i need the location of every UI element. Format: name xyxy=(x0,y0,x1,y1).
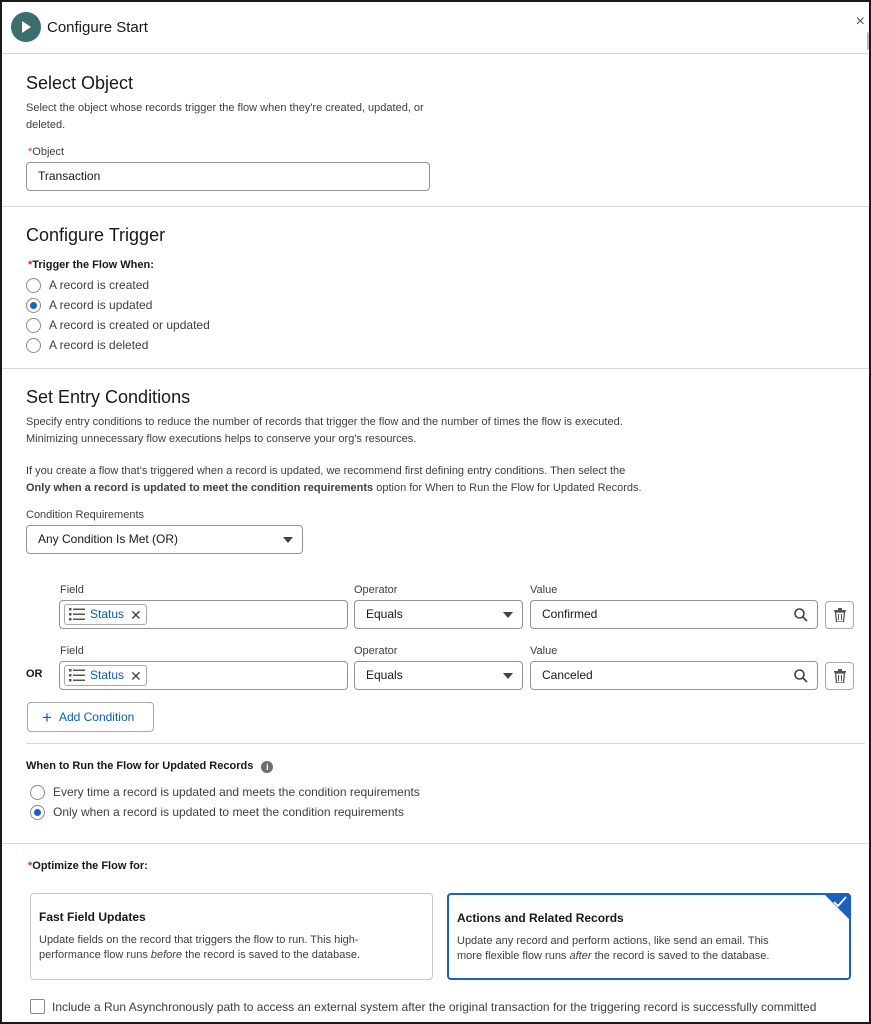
play-icon xyxy=(11,12,41,42)
field-input[interactable] xyxy=(59,661,348,690)
chevron-down-icon xyxy=(503,673,513,679)
card-description: Update any record and perform actions, like send an email. This more flexible flow runs after the record is saved to the database. xyxy=(457,935,770,962)
radio-record-created-or-updated[interactable] xyxy=(26,316,210,334)
entry-conditions-recommendation xyxy=(26,463,642,497)
radio-label: Only when a record is updated to meet the condition requirements xyxy=(53,805,404,819)
select-value: Equals xyxy=(366,607,403,621)
entry-conditions-title: Set Entry Conditions xyxy=(26,387,191,407)
description-line: Specify entry conditions to reduce the number of records that trigger the flow and the number of times the flow is executed. xyxy=(26,416,623,428)
field-input[interactable] xyxy=(59,600,348,629)
info-icon[interactable]: i xyxy=(261,761,273,773)
radio-button[interactable] xyxy=(30,785,45,800)
chevron-down-icon xyxy=(283,537,293,543)
description-line: deleted. xyxy=(26,119,66,131)
radio-record-deleted[interactable] xyxy=(26,336,148,354)
add-condition-button[interactable] xyxy=(27,702,154,732)
close-icon[interactable]: × xyxy=(855,13,865,30)
description-line: Minimizing unnecessary flow executions helps to conserve your org's resources. xyxy=(26,433,417,445)
operator-header: Operator xyxy=(354,584,398,596)
entry-conditions-description xyxy=(26,414,623,448)
field-pill[interactable] xyxy=(64,665,147,686)
radio-label: A record is created or updated xyxy=(49,318,210,332)
value-input[interactable] xyxy=(530,600,818,629)
radio-record-updated[interactable] xyxy=(26,296,152,314)
radio-label: A record is created xyxy=(49,278,150,292)
radio-label: Every time a record is updated and meets the condition requirements xyxy=(53,785,420,799)
card-title: Fast Field Updates xyxy=(39,910,146,924)
radio-record-created[interactable] xyxy=(26,276,149,294)
radio-button-selected[interactable] xyxy=(30,805,45,820)
search-icon[interactable] xyxy=(794,669,808,683)
operator-select[interactable] xyxy=(354,600,523,629)
select-value: Any Condition Is Met (OR) xyxy=(38,532,179,546)
trigger-when-label: *Trigger the Flow When: xyxy=(28,259,154,271)
radio-label: A record is deleted xyxy=(49,338,149,352)
radio-button-selected[interactable] xyxy=(26,298,41,313)
radio-every-time[interactable] xyxy=(30,783,420,801)
remove-pill-icon[interactable]: ✕ xyxy=(130,667,142,684)
operator-select[interactable] xyxy=(354,661,523,690)
select-object-description xyxy=(26,100,424,134)
check-icon xyxy=(833,896,847,908)
delete-condition-button[interactable] xyxy=(825,662,854,690)
search-icon[interactable] xyxy=(794,608,808,622)
radio-only-when-updated[interactable] xyxy=(30,803,404,821)
card-title: Actions and Related Records xyxy=(457,911,624,925)
condition-requirements-label: Condition Requirements xyxy=(26,509,145,521)
radio-button[interactable] xyxy=(26,338,41,353)
divider xyxy=(2,206,869,207)
required-marker: * xyxy=(28,146,33,158)
required-marker: * xyxy=(28,259,33,271)
plus-icon: + xyxy=(42,707,52,727)
configure-trigger-title: Configure Trigger xyxy=(26,225,166,245)
field-header: Field xyxy=(60,645,84,657)
card-description: Update fields on the record that triggers the flow to run. This high- performance flow runs before the record is saved to the database. xyxy=(39,934,361,961)
description-line: Select the object whose records trigger the flow when they're created, updated, or xyxy=(26,102,424,114)
value-input[interactable] xyxy=(530,661,818,690)
condition-requirements-select[interactable] xyxy=(26,525,303,554)
actions-related-records-card[interactable] xyxy=(447,893,851,980)
radio-button[interactable] xyxy=(26,278,41,293)
select-value: Equals xyxy=(366,668,403,682)
panel-header xyxy=(2,2,869,54)
radio-label: A record is updated xyxy=(49,298,153,312)
value-header: Value xyxy=(530,584,558,596)
chevron-down-icon xyxy=(503,612,513,618)
operator-header: Operator xyxy=(354,645,398,657)
pill-label: Status xyxy=(90,607,125,621)
field-header: Field xyxy=(60,584,84,596)
object-field-label: *Object xyxy=(28,146,65,158)
divider xyxy=(2,843,869,844)
divider xyxy=(2,368,869,369)
delete-condition-button[interactable] xyxy=(825,601,854,629)
radio-button[interactable] xyxy=(26,318,41,333)
description-line: Only when a record is updated to meet the condition requirements option for When to Run the Flow for Updated Records. xyxy=(26,482,642,494)
value-header: Value xyxy=(530,645,558,657)
select-object-title: Select Object xyxy=(26,73,134,93)
when-to-run-label: When to Run the Flow for Updated Records i xyxy=(26,760,273,773)
list-icon xyxy=(69,669,85,682)
trash-icon xyxy=(834,608,846,622)
pill-label: Status xyxy=(90,668,125,682)
trash-icon xyxy=(834,669,846,683)
input-value: Canceled xyxy=(542,668,593,682)
list-icon xyxy=(69,608,85,621)
required-marker: * xyxy=(28,860,33,872)
optimize-label: *Optimize the Flow for: xyxy=(28,860,148,872)
divider xyxy=(26,743,865,744)
or-label: OR xyxy=(26,668,43,680)
checkbox-label: Include a Run Asynchronously path to access an external system after the original transaction for the triggering record is successfully committed xyxy=(52,999,817,1014)
panel-title: Configure Start xyxy=(47,19,148,36)
object-input[interactable]: Transaction xyxy=(26,162,430,191)
field-pill[interactable] xyxy=(64,604,147,625)
input-value: Confirmed xyxy=(542,607,598,621)
run-async-checkbox-row[interactable] xyxy=(30,999,816,1014)
scrollbar[interactable] xyxy=(865,32,869,50)
remove-pill-icon[interactable]: ✕ xyxy=(130,606,142,623)
fast-field-updates-card[interactable] xyxy=(30,893,433,980)
description-line: If you create a flow that's triggered when a record is updated, we recommend first defining entry conditions. Then select the xyxy=(26,465,626,477)
button-label: Add Condition xyxy=(58,710,135,724)
run-async-checkbox[interactable] xyxy=(30,999,45,1014)
